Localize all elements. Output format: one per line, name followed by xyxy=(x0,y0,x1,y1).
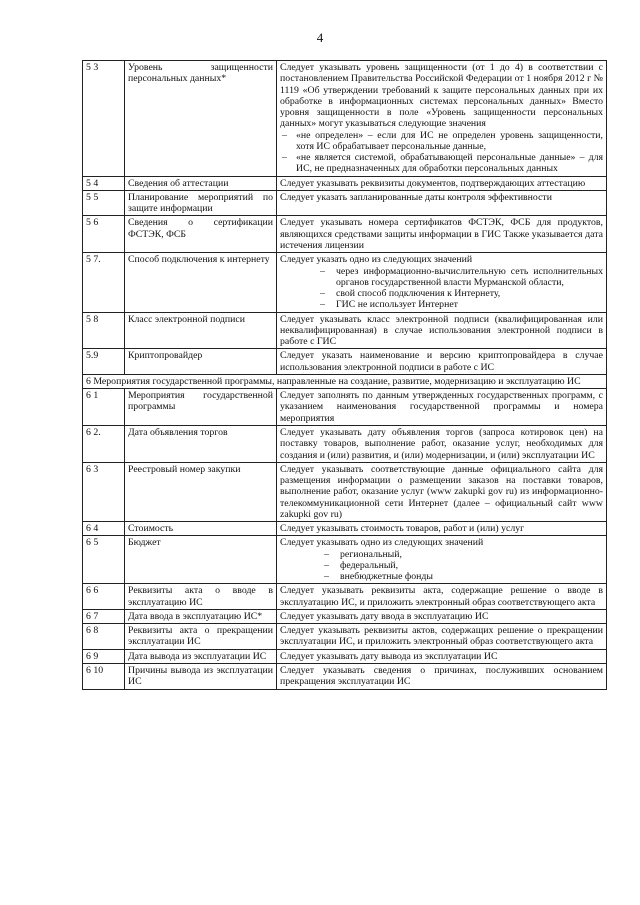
description-text: Следует указывать реквизиты актов, содержащих решение о прекращении эксплуатации ИС, и приложить электронный образ соответствующего акта xyxy=(280,625,603,648)
field-description xyxy=(277,389,607,426)
description-text: Следует указать запланированные даты контроля эффективности xyxy=(280,191,552,203)
field-name: Криптопровайдер xyxy=(125,349,277,375)
value-list-item: – «не определен» – если для ИС не определен уровень защищенности, хотя ИС обрабатывает персональные данные, xyxy=(280,130,603,153)
field-name: Класс электронной подписи xyxy=(125,312,277,349)
table-row xyxy=(83,462,607,521)
field-name: Дата ввода в эксплуатацию ИС* xyxy=(125,609,277,623)
field-description xyxy=(277,536,607,584)
field-name: Мероприятия государственной программы xyxy=(125,389,277,426)
description-text: Следует указывать класс электронной подписи (квалифицированная или неквалифицированная) в случае использования электронной подписи в работе с ГИС xyxy=(280,313,603,348)
row-number: 5.9 xyxy=(83,349,125,375)
value-list-item: – региональный, xyxy=(280,549,603,560)
field-name: Дата вывода из эксплуатации ИС xyxy=(125,649,277,663)
row-number: 5 7. xyxy=(83,253,125,312)
description-text: Следует указывать одно из следующих значений xyxy=(280,537,484,549)
table-row xyxy=(83,389,607,426)
field-name: Причины вывода из эксплуатации ИС xyxy=(125,664,277,690)
table-row xyxy=(83,425,607,462)
table-row xyxy=(83,624,607,650)
row-number: 6 2. xyxy=(83,425,125,462)
value-list xyxy=(280,130,603,175)
section-heading-cell: 6 Мероприятия государственной программы, направленные на создание, развитие, модернизацию и эксплуатацию ИС xyxy=(83,374,607,388)
row-number: 6 3 xyxy=(83,462,125,521)
row-number: 6 8 xyxy=(83,624,125,650)
field-name: Сведения о сертификации ФСТЭК, ФСБ xyxy=(125,216,277,253)
field-name: Реквизиты акта о вводе в эксплуатацию ИС xyxy=(125,584,277,610)
table-row xyxy=(83,61,607,177)
field-description xyxy=(277,649,607,663)
description-text: Следует заполнять по данным утвержденных государственных программ, с указанием наименования государственной программы и номера мероприятия xyxy=(280,390,603,424)
value-list xyxy=(280,266,603,311)
description-text: Следует указывать дату объявления торгов (запроса котировок цен) на поставку товаров, выполнение работ, оказание услуг, необходимых для создания и (или) развития, и (или) модернизации, и (или) эксплуатации ИС xyxy=(280,426,603,461)
description-text: Следует указывать уровень защищенности (от 1 до 4) в соответствии с постановлением Правительства Российской Федерации от 1 ноября 2012 г № 1119 «Об утверждении требований к защите персональных данных при их обработке в информационных системах персональных данных» Вместо уровня защищенности в поле «Уровень защищенности персональных данных» могут указываться следующие значения xyxy=(280,62,603,130)
value-list xyxy=(280,549,603,583)
field-description xyxy=(277,216,607,253)
description-text: Следует указывать дату ввода в эксплуатацию ИС xyxy=(280,610,489,622)
value-list-item: – «не является системой, обрабатывающей персональные данные» – для ИС, не предназначенных для обработки персональных данных xyxy=(280,152,603,175)
row-number: 6 9 xyxy=(83,649,125,663)
table-row xyxy=(83,522,607,536)
field-name: Способ подключения к интернету xyxy=(125,253,277,312)
field-description xyxy=(277,609,607,623)
row-number: 5 3 xyxy=(83,61,125,177)
value-list-item: – федеральный, xyxy=(280,560,603,571)
row-number: 6 7 xyxy=(83,609,125,623)
value-list-item: – свой способ подключения к Интернету, xyxy=(280,288,603,299)
field-description xyxy=(277,176,607,190)
row-number: 6 1 xyxy=(83,389,125,426)
row-number: 5 5 xyxy=(83,190,125,216)
field-description xyxy=(277,61,607,177)
table-row xyxy=(83,584,607,610)
field-description xyxy=(277,253,607,312)
table-row xyxy=(83,253,607,312)
value-list-item: – ГИС не использует Интернет xyxy=(280,299,603,310)
description-text: Следует указывать сведения о причинах, послуживших основанием прекращения эксплуатации ИС xyxy=(280,665,603,688)
field-name: Реестровый номер закупки xyxy=(125,462,277,521)
page-number: 4 xyxy=(316,30,324,45)
field-description xyxy=(277,664,607,690)
description-text: Следует указывать стоимость товаров, работ и (или) услуг xyxy=(280,523,525,535)
field-name: Уровень защищенности персональных данных* xyxy=(125,61,277,177)
table-row xyxy=(83,216,607,253)
row-number: 6 10 xyxy=(83,664,125,690)
table-row xyxy=(83,176,607,190)
field-name: Сведения об аттестации xyxy=(125,176,277,190)
field-description xyxy=(277,190,607,216)
table-row xyxy=(83,312,607,349)
value-list-item: – через информационно-вычислительную сеть исполнительных органов государственной власти Мурманской области, xyxy=(280,266,603,289)
field-name: Бюджет xyxy=(125,536,277,584)
table-row xyxy=(83,664,607,690)
description-text: Следует указать наименование и версию криптопровайдера в случае использования электронной подписи в работе с ИС xyxy=(280,350,603,373)
table-body xyxy=(83,61,607,690)
table-row xyxy=(83,649,607,663)
description-text: Следует указывать дату вывода из эксплуатации ИС xyxy=(280,650,498,662)
table-row xyxy=(83,349,607,375)
description-text: Следует указывать реквизиты документов, подтверждающих аттестацию xyxy=(280,177,586,189)
row-number: 5 4 xyxy=(83,176,125,190)
row-number: 5 8 xyxy=(83,312,125,349)
description-text: Следует указывать номера сертификатов ФСТЭК, ФСБ для продуктов, являющихся средствами защиты информации в ГИС Также указывается дата истечения лицензии xyxy=(280,217,603,251)
field-description xyxy=(277,522,607,536)
row-number: 6 6 xyxy=(83,584,125,610)
field-description xyxy=(277,349,607,375)
row-number: 5 6 xyxy=(83,216,125,253)
field-name: Реквизиты акта о прекращении эксплуатации ИС xyxy=(125,624,277,650)
field-description xyxy=(277,462,607,521)
row-number: 6 5 xyxy=(83,536,125,584)
field-description xyxy=(277,312,607,349)
row-number: 6 4 xyxy=(83,522,125,536)
description-text: Следует указывать соответствующие данные официального сайта для размещения информации о размещении заказов на поставки товаров, выполнение работ, оказание услуг (www zakupki gov ru) из информационно-телекоммуникационной сети Интернет (далее – официальный сайт www zakupki gov ru) xyxy=(280,463,603,520)
table-row xyxy=(83,536,607,584)
field-name: Планирование мероприятий по защите информации xyxy=(125,190,277,216)
table-row xyxy=(83,190,607,216)
description-text: Следует указать одно из следующих значений xyxy=(280,254,473,266)
value-list-item: – внебюджетные фонды xyxy=(280,571,603,582)
table-row xyxy=(83,609,607,623)
field-description xyxy=(277,584,607,610)
field-name: Дата объявления торгов xyxy=(125,425,277,462)
table-row xyxy=(83,374,607,388)
field-description xyxy=(277,624,607,650)
description-text: Следует указывать реквизиты акта, содержащие решение о вводе в эксплуатацию ИС, и приложить электронный образ соответствующего акта xyxy=(280,585,603,608)
specification-table xyxy=(82,60,607,690)
field-name: Стоимость xyxy=(125,522,277,536)
field-description xyxy=(277,425,607,462)
